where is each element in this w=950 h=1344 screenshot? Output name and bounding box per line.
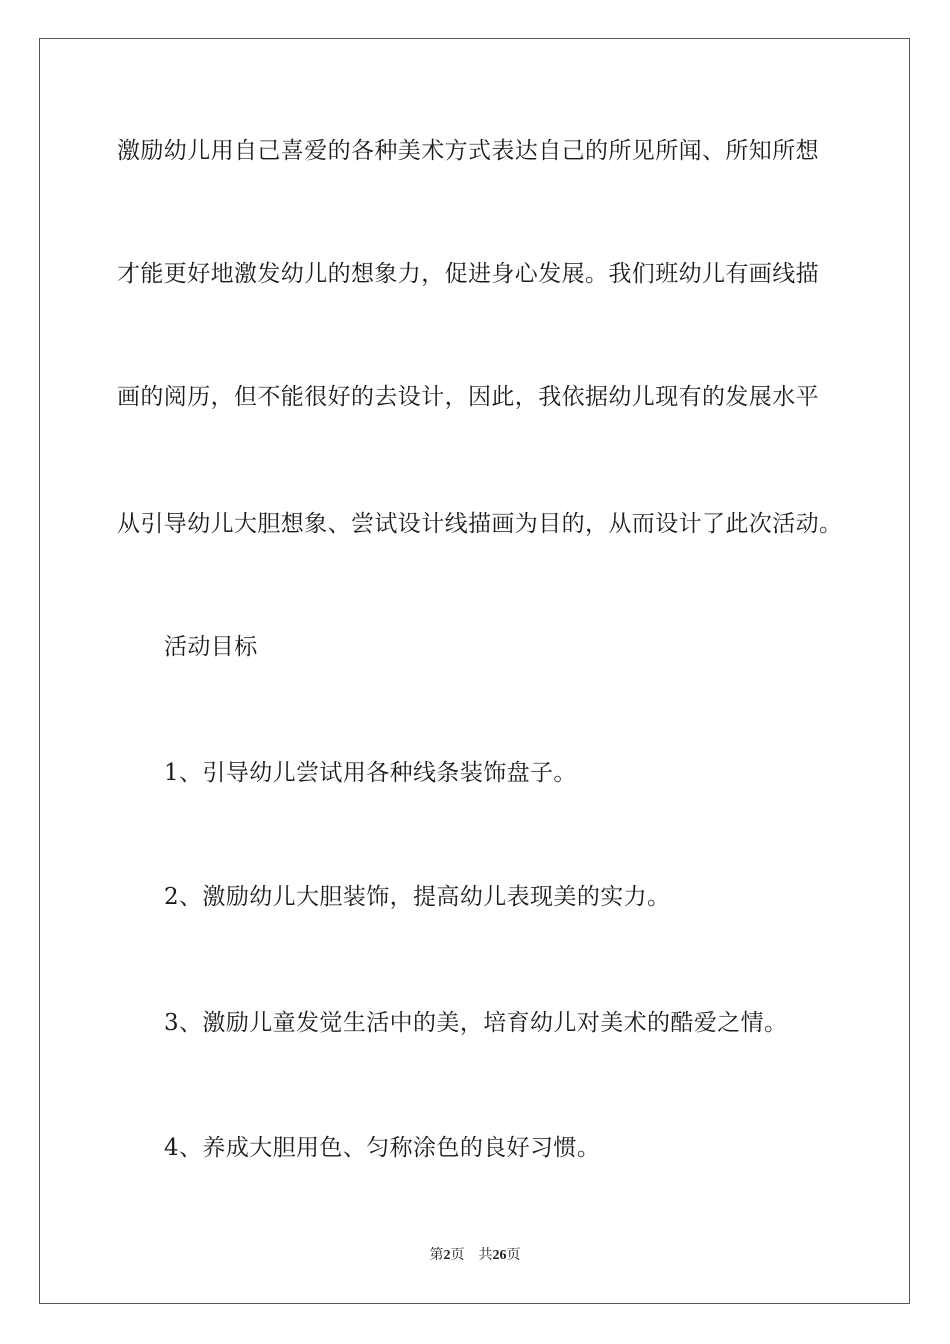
- paragraph-line: 才能更好地激发幼儿的想象力，促进身心发展。我们班幼儿有画线描: [117, 261, 819, 287]
- page-border: [39, 38, 910, 1304]
- page-number: 2: [443, 1248, 451, 1263]
- total-suffix: 页: [506, 1247, 521, 1263]
- page-prefix: 第: [429, 1247, 444, 1263]
- goal-item: 3、激励儿童发觉生活中的美，培育幼儿对美术的酷爱之情。: [164, 1010, 788, 1036]
- goal-item: 2、激励幼儿大胆装饰，提高幼儿表现美的实力。: [164, 884, 671, 910]
- page-footer: [0, 1246, 950, 1265]
- page-suffix: 页: [450, 1247, 465, 1263]
- paragraph-line: 画的阅历，但不能很好的去设计，因此，我依据幼儿现有的发展水平: [117, 384, 819, 410]
- paragraph-line: 从引导幼儿大胆想象、尝试设计线描画为目的，从而设计了此次活动。: [117, 511, 843, 537]
- paragraph-line: 激励幼儿用自己喜爱的各种美术方式表达自己的所见所闻、所知所想: [117, 138, 819, 164]
- total-prefix: 共: [478, 1247, 493, 1263]
- goal-item: 4、养成大胆用色、匀称涂色的良好习惯。: [164, 1135, 601, 1161]
- goal-item: 1、引导幼儿尝试用各种线条装饰盘子。: [164, 760, 577, 786]
- total-pages: 26: [492, 1248, 507, 1263]
- section-heading: 活动目标: [164, 634, 258, 660]
